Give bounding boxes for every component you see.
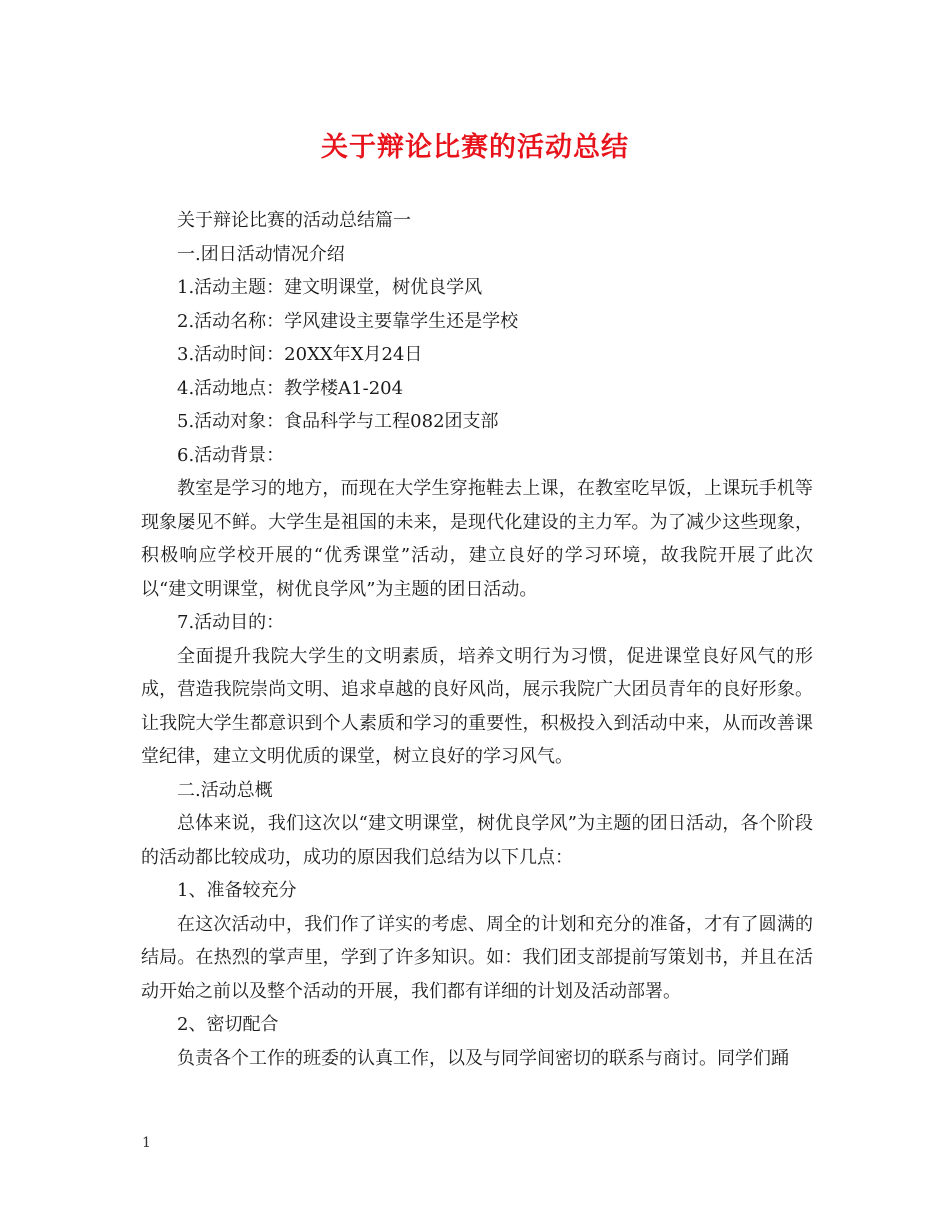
paragraph: 一.团日活动情况介绍 [177, 243, 345, 265]
paragraph: 二.活动总概 [177, 779, 273, 801]
paragraph: 教室是学习的地方，而现在大学生穿拖鞋去上课，在教室吃早饭，上课玩手机等现象屡见不鲜。大学生是祖国的未来，是现代化建设的主力军。为了减少这些现象，积极响应学校开展的“优秀课堂”活动，建立良好的学习环境，故我院开展了此次以“建文明课堂，树优良学风”为主题的团日活动。 [141, 478, 813, 600]
paragraph: 2.活动名称：学风建设主要靠学生还是学校 [177, 310, 519, 332]
paragraph: 全面提升我院大学生的文明素质，培养文明行为习惯，促进课堂良好风气的形成，营造我院崇尚文明、追求卓越的良好风尚，展示我院广大团员青年的良好形象。让我院大学生都意识到个人素质和学习的重要性，积极投入到活动中来，从而改善课堂纪律，建立文明优质的课堂，树立良好的学习风气。 [141, 645, 813, 767]
paragraph: 5.活动对象：食品科学与工程082团支部 [177, 411, 499, 432]
paragraph: 负责各个工作的班委的认真工作，以及与同学间密切的联系与商讨。同学们踊 [177, 1047, 789, 1069]
page-number: 1 [142, 1135, 151, 1151]
paragraph: 7.活动目的： [177, 612, 285, 633]
paragraph: 4.活动地点：教学楼A1-204 [177, 377, 404, 399]
paragraph: 在这次活动中，我们作了详实的考虑、周全的计划和充分的准备，才有了圆满的结局。在热烈的掌声里，学到了许多知识。如：我们团支部提前写策划书，并且在活动开始之前以及整个活动的开展，我们都有详细的计划及活动部署。 [141, 913, 813, 1002]
paragraph: 1.活动主题：建文明课堂，树优良学风 [177, 277, 483, 298]
paragraph: 6.活动背景： [177, 444, 285, 466]
paragraph: 3.活动时间：20XX年X月24日 [177, 344, 423, 365]
document-body [141, 204, 813, 1075]
document-title: 关于辩论比赛的活动总结 [321, 132, 629, 163]
paragraph: 关于辩论比赛的活动总结篇一 [177, 210, 411, 231]
paragraph: 1、准备较充分 [177, 880, 297, 901]
paragraph: 总体来说，我们这次以“建文明课堂，树优良学风”为主题的团日活动，各个阶段的活动都比较成功，成功的原因我们总结为以下几点： [141, 813, 813, 868]
paragraph: 2、密切配合 [177, 1014, 279, 1035]
